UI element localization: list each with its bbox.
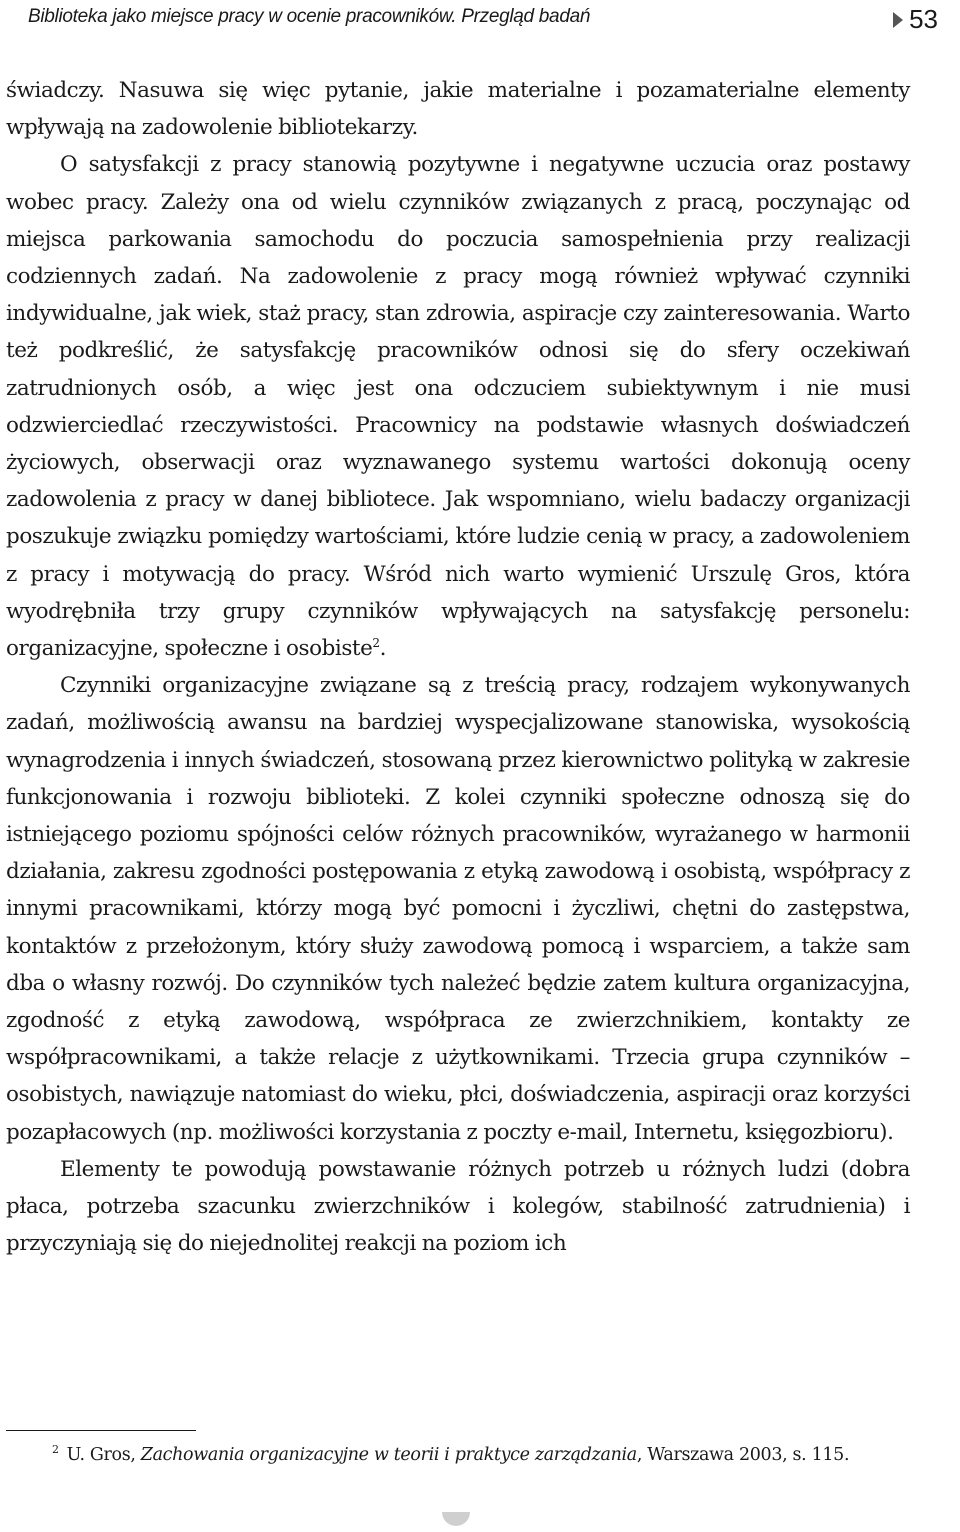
paragraph-2	[6, 146, 910, 667]
paragraph-4: Elementy te powodują powstawanie różnych potrzeb u różnych ludzi (dobra płaca, potrzeba szacunku zwierzchników i kolegów, stabilność zatrudnienia) i przyczyniają się do niejednolitej reakcji na poziom ich	[6, 1156, 910, 1257]
footnote-title: Zachowania organizacyjne w teorii i praktyce zarządzania	[140, 1445, 637, 1465]
footnote-rest: , Warszawa 2003, s. 115.	[636, 1445, 850, 1465]
paragraph-3: Czynniki organizacyjne związane są z treścią pracy, rodzajem wykonywanych zadań, możliwością awansu na bardziej wyspecjalizowane stanowiska, wysokością wynagrodzenia i innych świadczeń, stosowaną przez kierownictwo polityką w zakresie funkcjonowania i rozwoju biblioteki. Z kolei czynniki społeczne odnoszą się do istniejącego poziomu spójności celów różnych pracowników, wyrażanego w harmonii działania, zakresu zgodności postępowania z etyką zawodową i osobistą, współpracy z innymi pracownikami, którzy mogą być pomocni i życzliwi, chętni do zastępstwa, kontaktów z przełożonym, który służy zawodową pomocą i wsparciem, a także sam dba o własny rozwój. Do czynników tych należeć będzie zatem kultura organizacyjna, zgodność z etyką zawodową, współpraca ze zwierzchnikiem, kontakty ze współpracownikami, a także relacje z użytkownikami. Trzecia grupa czynników – osobistych, nawiązuje natomiast do wieku, płci, doświadczenia, aspiracji oraz korzyści pozapłacowych (np. możliwości korzystania z poczty e-mail, Internetu, księgozbioru).	[6, 673, 910, 1145]
page-number-block	[893, 4, 938, 35]
running-title: Biblioteka jako miejsce pracy w ocenie pracowników. Przegląd badań	[28, 6, 591, 27]
page-bottom-tab-icon	[442, 1512, 470, 1526]
body-text	[6, 72, 910, 1263]
running-header	[28, 4, 938, 34]
page-number: 53	[909, 4, 938, 34]
page-marker-icon	[893, 12, 903, 28]
footnote-author: U. Gros,	[66, 1445, 141, 1465]
footnote-divider	[6, 1430, 196, 1431]
footnote	[6, 1441, 910, 1469]
footnote-reference: 2	[372, 635, 380, 650]
paragraph-2-end: .	[379, 636, 386, 662]
paragraph-2-text: O satysfakcji z pracy stanowią pozytywne i negatywne uczucia oraz postawy wobec pracy. Zależy ona od wielu czynników związanych z pracą, poczynając od miejsca parkowania samochodu do poczucia samospełnienia przy realizacji codziennych zadań. Na zadowolenie z pracy mogą również wpływać czynniki indywidualne, jak wiek, staż pracy, stan zdrowia, aspiracje czy zainteresowania. Warto też podkreślić, że satysfakcję pracowników odnosi się do sfery oczekiwań zatrudnionych osób, a więc jest ona odczuciem subiektywnym i nie musi odzwierciedlać rzeczywistości. Pracownicy na podstawie własnych doświadczeń życiowych, obserwacji oraz wyznawanego systemu wartości dokonują oceny zadowolenia z pracy w danej bibliotece. Jak wspomniano, wielu badaczy organizacji poszukuje związku pomiędzy wartościami, które ludzie cenią w pracy, a zadowoleniem z pracy i motywacją do pracy. Wśród nich warto wymienić Urszulę Gros, która wyodrębniła trzy grupy czynników wpływających na satysfakcję personelu: organizacyjne, społeczne i osobiste	[6, 152, 910, 662]
paragraph-1: świadczy. Nasuwa się więc pytanie, jakie materialne i pozamaterialne elementy wpływają na zadowolenie bibliotekarzy.	[6, 78, 910, 141]
footnote-number: 2	[52, 1443, 59, 1457]
